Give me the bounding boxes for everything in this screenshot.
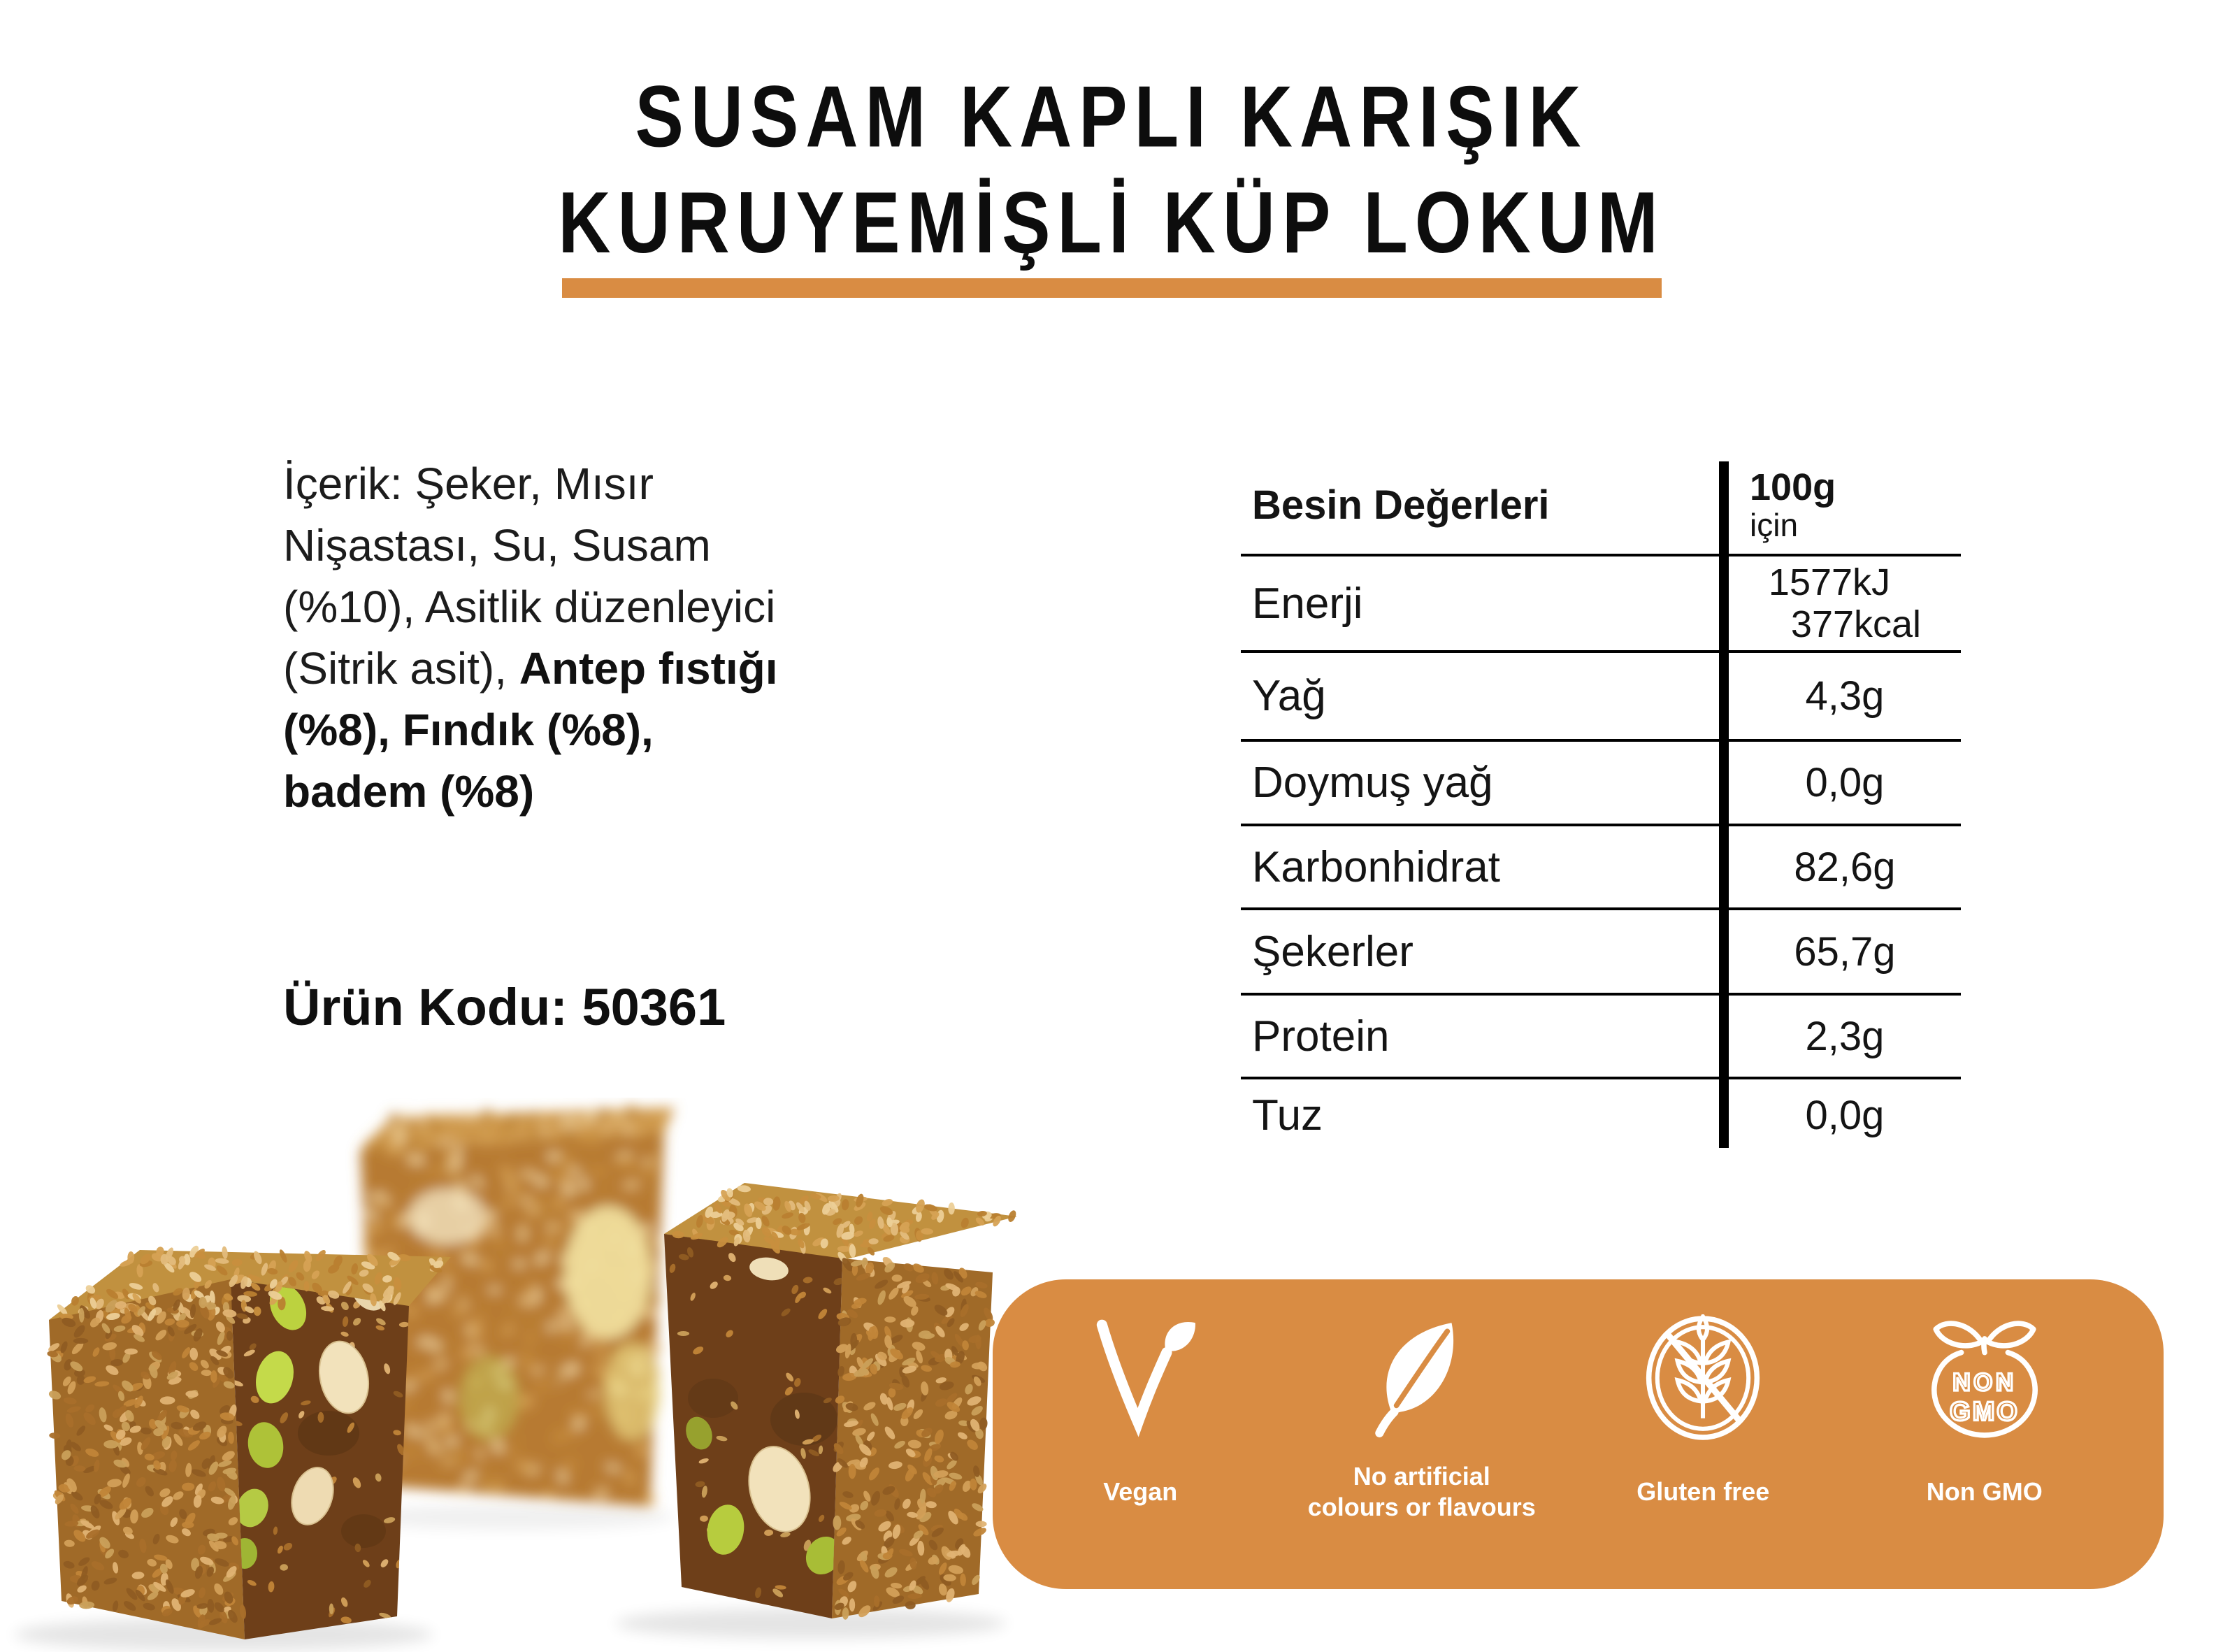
non-gmo-icon: [1921, 1314, 2048, 1442]
page-title-line1: SUSAM KAPLI KARIŞIK: [635, 69, 1588, 166]
ingredients-line: [283, 699, 1094, 761]
ingredients-line: [283, 515, 1094, 576]
ingredients-run-bold: badem (%8): [283, 766, 535, 817]
title-underline-bar: [562, 278, 1662, 298]
table-row-fat: [1241, 650, 1961, 739]
row-label: Şekerler: [1252, 927, 1413, 976]
table-row-saturated-fat: [1241, 739, 1961, 824]
row-value-kcal: 377kcal: [1790, 603, 1922, 645]
nutrition-title: Besin Değerleri: [1252, 482, 1550, 528]
row-value-kj: 1577kJ: [1768, 561, 1891, 603]
row-value: 4,3g: [1805, 673, 1885, 719]
ingredients-line: [283, 638, 1094, 699]
badge-label: Vegan: [1103, 1477, 1178, 1506]
product-code: Ürün Kodu: 50361: [283, 978, 726, 1036]
amount-per-sub: için: [1750, 507, 1799, 543]
row-label: Protein: [1252, 1012, 1390, 1061]
ingredients-text: [283, 453, 1094, 822]
page-title-line2: KURUYEMİŞLİ KÜP LOKUM: [558, 174, 1665, 272]
amount-per: 100g: [1750, 466, 1836, 508]
row-label: Karbonhidrat: [1252, 842, 1501, 891]
nutrition-table: [1241, 456, 1961, 1151]
table-row-carbohydrate: [1241, 824, 1961, 907]
ingredients-run: (%10), Asitlik düzenleyici: [283, 582, 776, 632]
badge-no-artificial: [1281, 1314, 1563, 1589]
ingredients-line: [283, 761, 1094, 822]
cube-shadow: [353, 1504, 675, 1530]
page-title: [558, 64, 1664, 275]
table-row-salt: [1241, 1077, 1961, 1151]
badge-label: Non GMO: [1926, 1477, 2043, 1506]
ingredients-line: [283, 453, 1094, 515]
row-value: 65,7g: [1794, 928, 1896, 975]
table-row-energy: [1241, 554, 1961, 650]
row-value: [1729, 561, 1961, 645]
badge-non-gmo: [1844, 1314, 2126, 1589]
row-value: 0,0g: [1805, 760, 1885, 805]
product-photo: [0, 1098, 1021, 1652]
non-gmo-badge-text: NON: [1952, 1369, 2017, 1397]
leaf-icon: [1358, 1314, 1485, 1442]
badge-gluten-free: [1562, 1314, 1844, 1589]
non-gmo-badge-text: GMO: [1949, 1397, 2020, 1427]
row-value: 0,0g: [1805, 1093, 1885, 1138]
lokum-cube-right: [664, 1183, 1018, 1620]
badges-bar: [993, 1279, 2164, 1589]
nutrition-table-header: [1241, 456, 1961, 554]
ingredients-run: (Sitrik asit),: [283, 643, 519, 694]
badge-label-line: No artificial: [1353, 1462, 1490, 1491]
nutrition-column-header: [1729, 467, 1961, 543]
lokum-cube-left: [47, 1244, 451, 1639]
table-row-protein: [1241, 993, 1961, 1077]
row-label: Tuz: [1252, 1091, 1323, 1140]
row-value: 2,3g: [1805, 1013, 1885, 1059]
row-value: 82,6g: [1794, 844, 1896, 890]
badge-label: [1308, 1456, 1536, 1528]
table-row-sugars: [1241, 907, 1961, 993]
badge-label-line: colours or flavours: [1307, 1493, 1536, 1521]
ingredients-run-bold: Antep fıstığı: [519, 643, 778, 694]
vegan-icon: [1077, 1314, 1204, 1442]
ingredients-run: Nişastası, Su, Susam: [283, 520, 711, 570]
badge-vegan: [1000, 1314, 1281, 1589]
ingredients-line: [283, 576, 1094, 638]
ingredients-run: İçerik: Şeker, Mısır: [283, 459, 654, 509]
badge-label: Gluten free: [1636, 1477, 1770, 1506]
row-label: Yağ: [1252, 672, 1326, 720]
ingredients-run-bold: (%8), Fındık (%8),: [283, 705, 654, 755]
gluten-free-icon: [1639, 1314, 1767, 1442]
row-label: Enerji: [1252, 579, 1363, 628]
row-label: Doymuş yağ: [1252, 759, 1493, 807]
